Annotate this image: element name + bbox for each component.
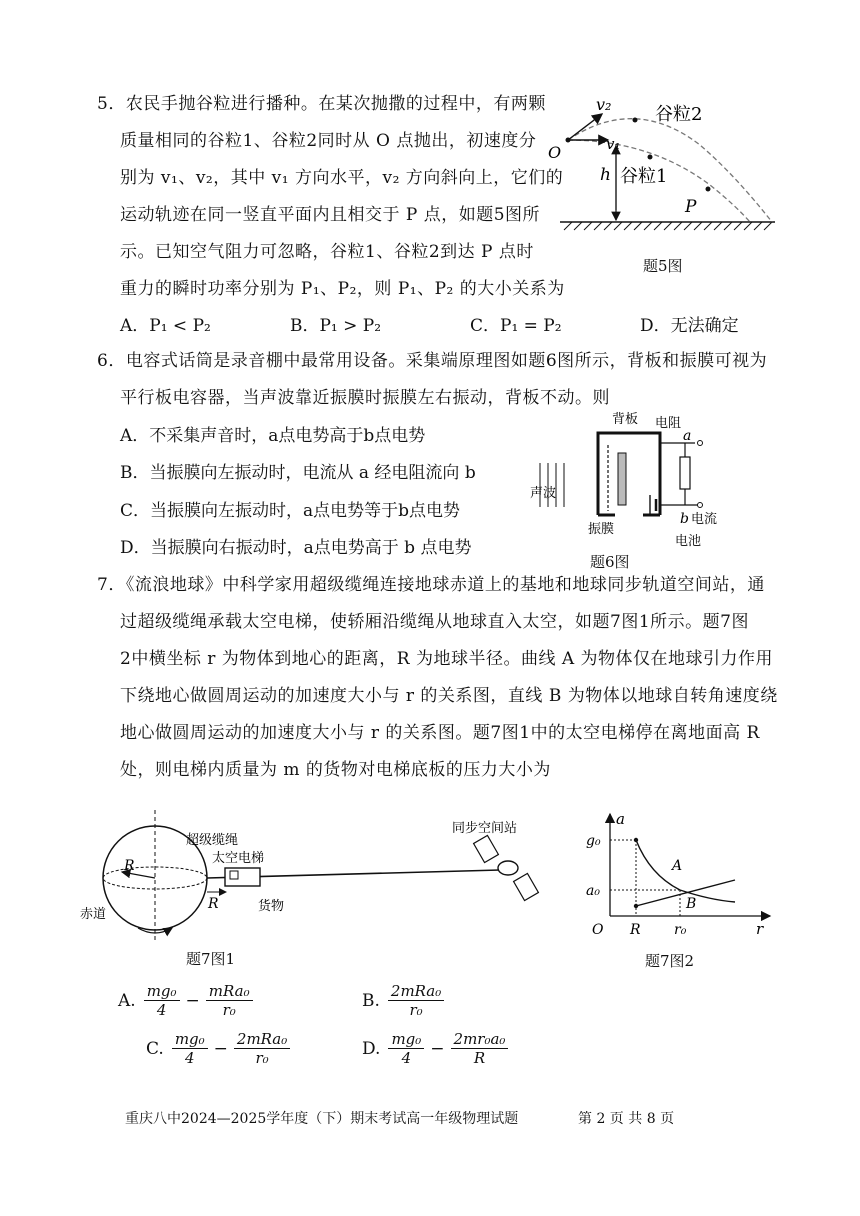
q5-label-o: O <box>548 143 562 162</box>
q7-label-elevator: 太空电梯 <box>212 851 265 866</box>
q7-line-2: 过超级缆绳承载太空电梯，使轿厢沿缆绳从地球直入太空，如题7图1所示。题7图 <box>120 612 749 632</box>
q5-line-1: 5．农民手抛谷粒进行播种。在某次抛撒的过程中，有两颗 <box>97 94 546 114</box>
q7-figure-2 <box>580 810 780 940</box>
q7-option-c-term1: $\frac{\text{mg₀}}{4}$ <box>172 1030 208 1067</box>
q7-figure-1-caption: 题7图1 <box>186 950 236 968</box>
q7-option-b-label: B. <box>362 990 380 1011</box>
q7-option-a <box>118 982 253 1019</box>
q5-line-3: 别为 v₁、v₂，其中 v₁ 方向水平，v₂ 方向斜向上，它们的 <box>120 168 564 188</box>
q6-housing <box>598 433 660 515</box>
q6-label-b: b <box>680 511 689 527</box>
q5-line-5: 示。已知空气阻力可忽略，谷粒1、谷粒2到达 P 点时 <box>120 242 534 262</box>
q7-option-d <box>362 1030 508 1067</box>
q7-figure-2-caption: 题7图2 <box>645 952 695 970</box>
q6-terminal-b <box>698 503 703 508</box>
footer-exam-title: 重庆八中2024—2025学年度（下）期末考试高一年级物理试题 <box>125 1111 519 1127</box>
q7-option-c-op: − <box>213 1038 228 1059</box>
q7-station <box>474 835 539 900</box>
q7-label-o: O <box>592 922 604 938</box>
q6-resistor <box>680 457 690 489</box>
q6-line-2: 平行板电容器，当声波靠近振膜时振膜左右振动，背板不动。则 <box>120 388 610 408</box>
q7-label-r-axis: r <box>756 920 764 938</box>
q5-option-b: B．P₁ > P₂ <box>290 316 382 336</box>
q6-line-1: 6．电容式话筒是录音棚中最常用设备。采集端原理图如题6图所示，背板和振膜可视为 <box>97 351 768 371</box>
q5-line-2: 质量相同的谷粒1、谷粒2同时从 O 点抛出，初速度分 <box>120 131 537 151</box>
q5-ground-hatch <box>564 222 772 230</box>
q7-figure-1 <box>60 800 560 950</box>
q6-option-a: A．不采集声音时，a点电势高于b点电势 <box>120 426 426 446</box>
q5-label-v2: v₂ <box>596 95 612 114</box>
q5-point-o <box>566 138 571 143</box>
q7-option-d-op: − <box>430 1038 445 1059</box>
q7-option-a-term1: $\frac{\text{mg₀}}{4}$ <box>144 982 180 1019</box>
q7-label-g0: g₀ <box>586 833 601 849</box>
q7-label-a0: a₀ <box>586 883 600 899</box>
q6-label-current: 电流 <box>691 512 718 527</box>
q7-label-r1: R <box>124 858 135 874</box>
q5-line-4: 运动轨迹在同一竖直平面内且相交于 P 点，如题5图所 <box>120 205 541 225</box>
q7-option-b <box>362 982 444 1019</box>
q7-option-c <box>146 1030 290 1067</box>
q5-label-v1: v₁ <box>606 135 621 153</box>
q5-option-a: A．P₁ < P₂ <box>120 316 211 336</box>
q6-label-sound: 声波 <box>530 486 557 501</box>
q5-figure <box>540 90 780 280</box>
q6-option-c: C．当振膜向左振动时，a点电势等于b点电势 <box>120 501 461 521</box>
q5-figure-caption: 题5图 <box>643 257 683 275</box>
q7-label-cargo: 货物 <box>258 899 285 914</box>
q5-line-6: 重力的瞬时功率分别为 P₁、P₂，则 P₁、P₂ 的大小关系为 <box>120 279 565 299</box>
q7-line-4: 下绕地心做圆周运动的加速度大小与 r 的关系图，直线 B 为物体以地球自转角速度绕 <box>120 686 778 706</box>
q6-label-a: a <box>683 428 692 444</box>
q5-option-c: C．P₁ = P₂ <box>470 316 562 336</box>
q7-label-r2: R <box>208 896 219 912</box>
q5-label-h: h <box>600 165 611 185</box>
q5-v2-arrow <box>568 114 602 140</box>
q7-label-a-axis: a <box>616 810 625 828</box>
q7-label-r: R <box>630 922 641 938</box>
q7-option-d-term1: $\frac{\text{mg₀}}{4}$ <box>388 1030 424 1067</box>
q6-figure-caption: 题6图 <box>590 553 630 571</box>
q6-label-battery: 电池 <box>675 534 702 549</box>
q6-option-b: B．当振膜向左振动时，电流从 a 经电阻流向 b <box>120 463 476 483</box>
q7-line-1: 7．《流浪地球》中科学家用超级缆绳连接地球赤道上的基地和地球同步轨道空间站，通 <box>97 575 765 595</box>
q6-option-d: D．当振膜向右振动时，a点电势高于 b 点电势 <box>120 538 472 558</box>
q6-figure <box>530 405 755 565</box>
q6-backplate <box>618 453 626 505</box>
footer-page-number: 第 2 页 共 8 页 <box>578 1111 675 1127</box>
q7-label-cable: 超级缆绳 <box>186 833 239 848</box>
q5-trajectory-2 <box>568 119 772 222</box>
q5-option-d: D．无法确定 <box>640 316 739 336</box>
q6-label-resistor: 电阻 <box>655 416 682 431</box>
q7-option-d-term2: $\frac{\text{2mr₀a₀}}{R}$ <box>451 1030 509 1067</box>
q7-option-a-op: − <box>185 990 200 1011</box>
q7-label-line-b: B <box>686 896 697 912</box>
q7-label-r0: r₀ <box>674 922 687 938</box>
q7-line-6: 处，则电梯内质量为 m 的货物对电梯底板的压力大小为 <box>120 760 551 780</box>
q6-label-membrane: 振膜 <box>588 522 615 537</box>
q7-option-c-term2: $\frac{\text{2mRa₀}}{\text{r₀}}$ <box>234 1030 290 1067</box>
q7-label-equator: 赤道 <box>80 907 107 922</box>
q7-option-d-label: D. <box>362 1038 381 1059</box>
q7-line-5: 地心做圆周运动的加速度大小与 r 的关系图。题7图1中的太空电梯停在离地面高 R <box>120 723 760 743</box>
q6-label-backplate: 背板 <box>612 412 639 427</box>
q7-line-3: 2中横坐标 r 为物体到地心的距离，R 为地球半径。曲线 A 为物体仅在地球引力作用 <box>120 649 774 669</box>
q5-point-p <box>706 187 711 192</box>
q5-point-mid <box>648 155 653 160</box>
q7-label-station: 同步空间站 <box>452 821 518 836</box>
q7-label-curve-a: A <box>672 858 683 874</box>
q5-label-p: P <box>685 197 697 217</box>
q6-terminal-a <box>698 441 703 446</box>
q5-label-grain2: 谷粒2 <box>655 104 703 125</box>
q7-option-c-label: C. <box>146 1038 164 1059</box>
q5-point-top <box>633 118 638 123</box>
q7-cargo <box>230 871 238 879</box>
q5-label-grain1: 谷粒1 <box>620 166 668 187</box>
q7-option-a-term2: $\frac{\text{mRa₀}}{\text{r₀}}$ <box>206 982 253 1019</box>
q7-option-b-term: $\frac{\text{2mRa₀}}{\text{r₀}}$ <box>388 982 444 1019</box>
q7-option-a-label: A. <box>118 990 136 1011</box>
